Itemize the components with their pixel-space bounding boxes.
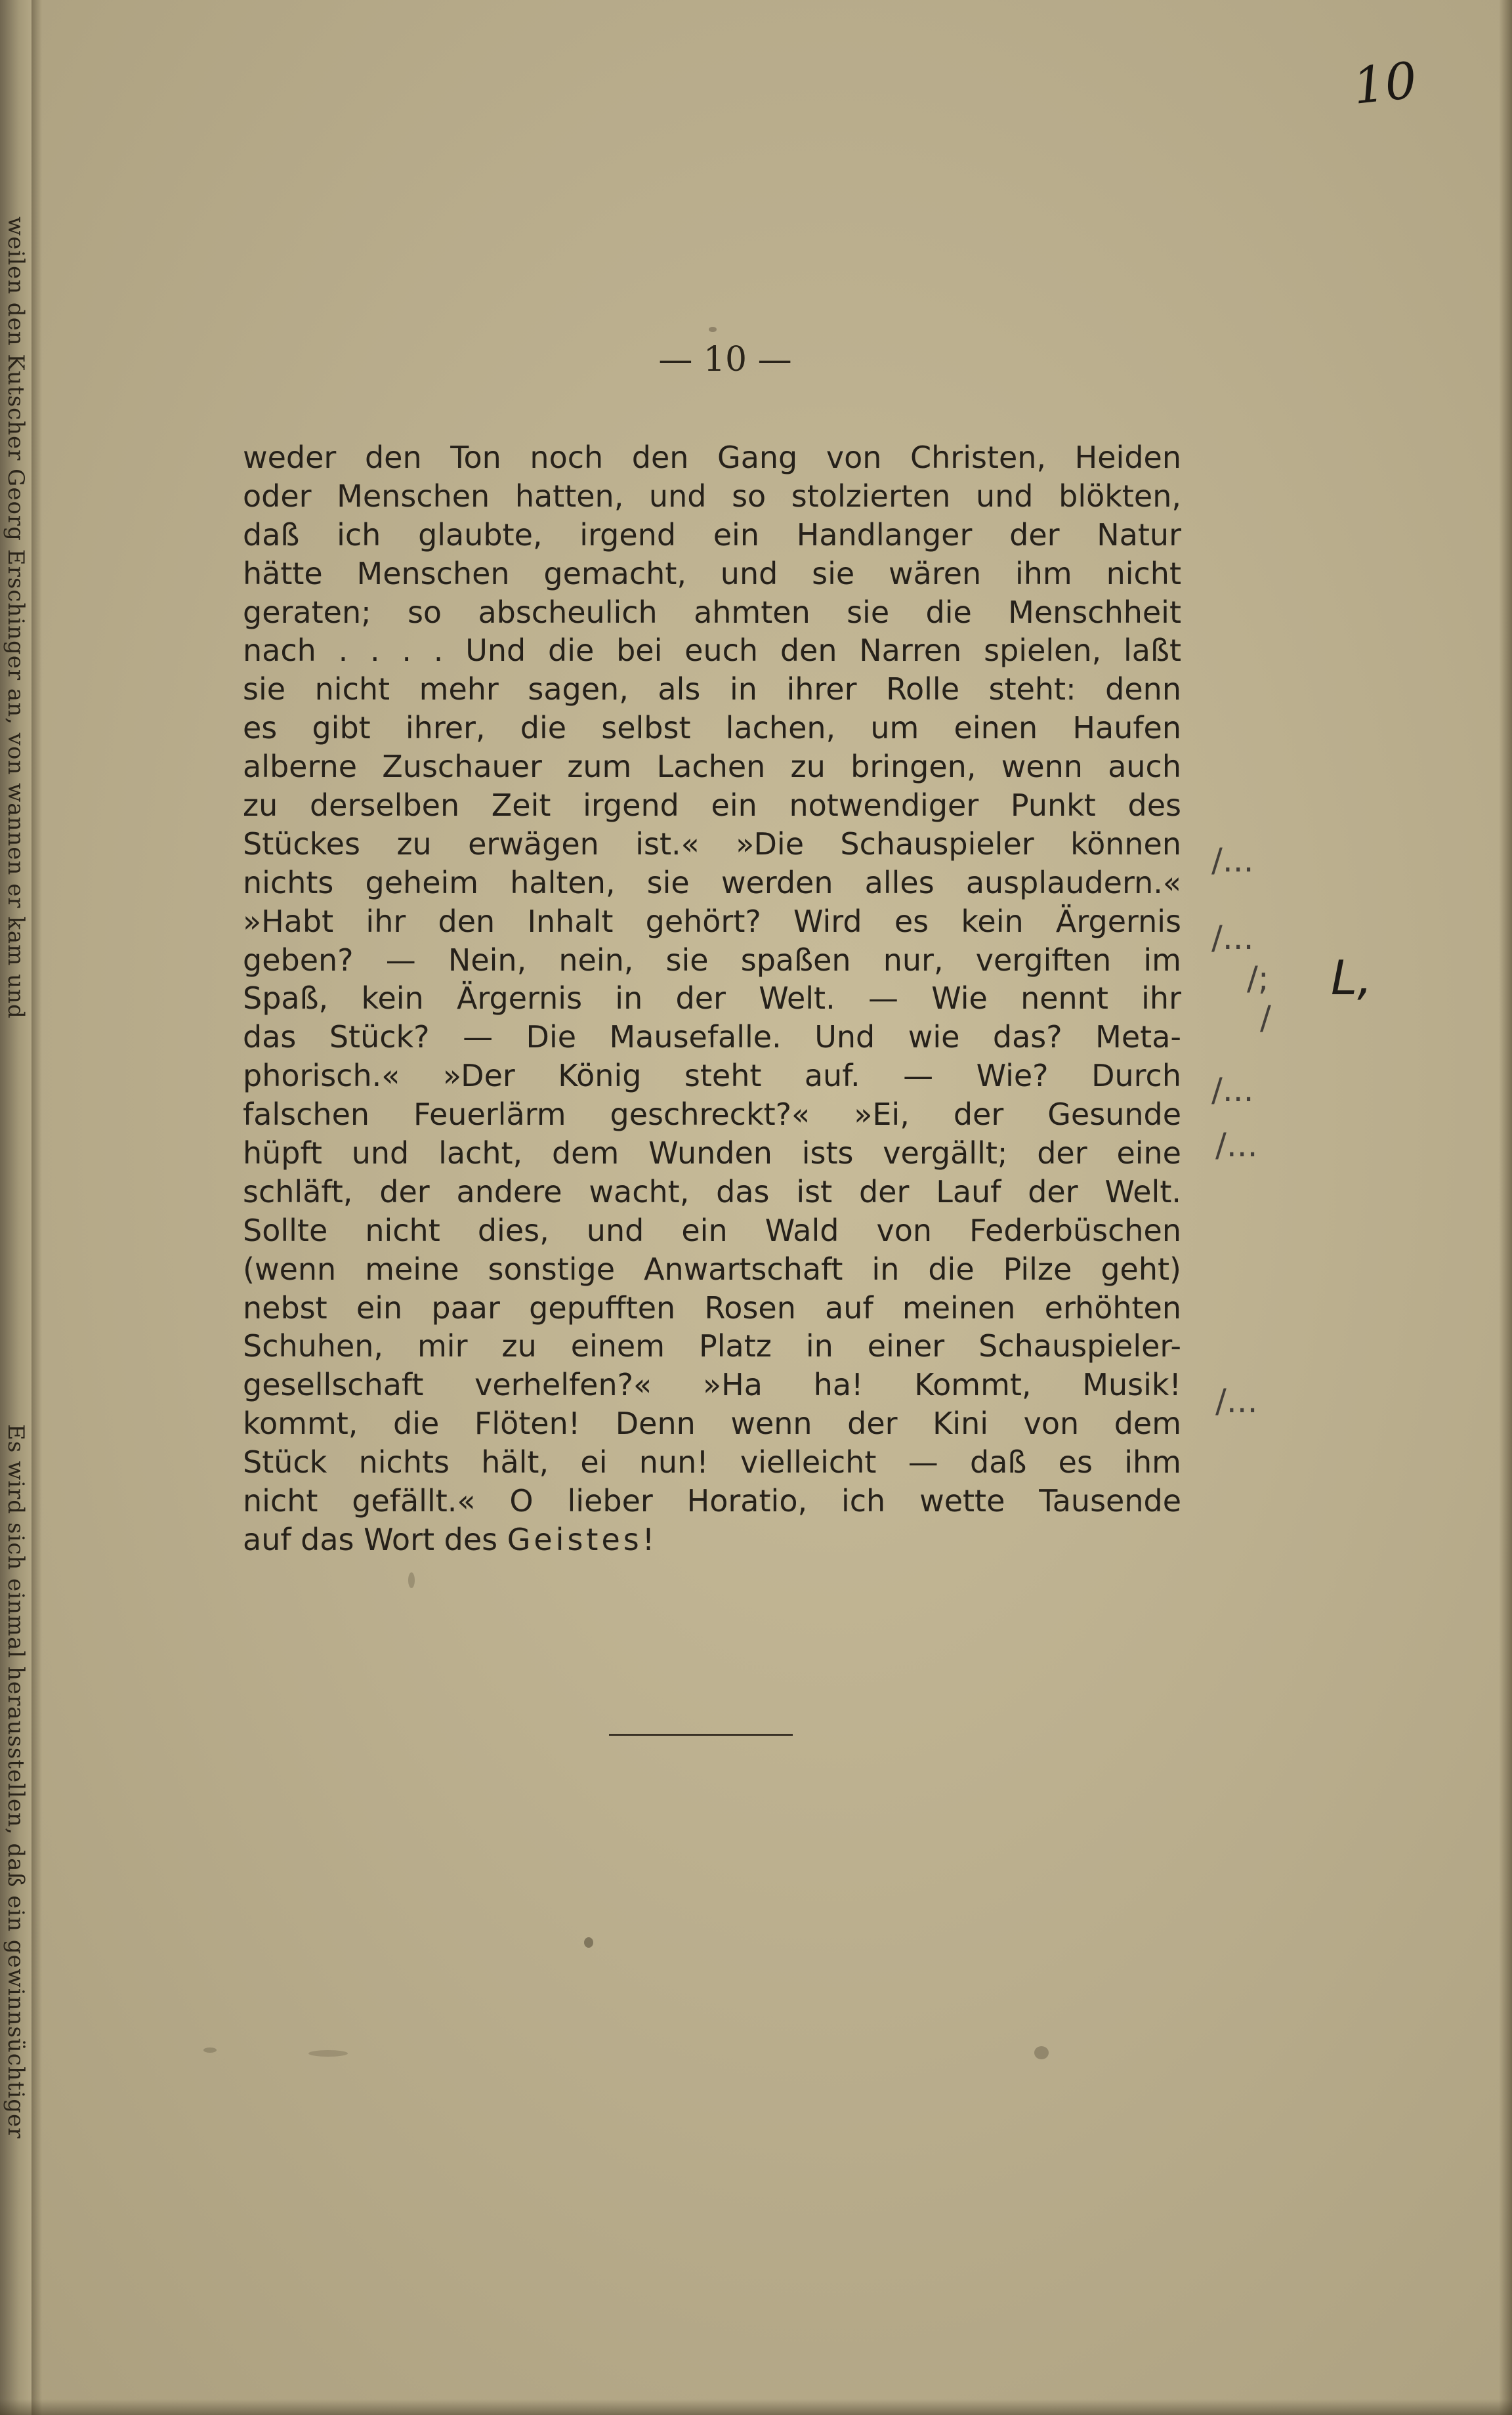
pencil-annotation: /... [1215, 1126, 1258, 1164]
text-line: hätte Menschen gemacht, und sie wären ihm nicht [243, 555, 1181, 591]
text-line: Schuhen, mir zu einem Platz in einer Schauspieler- [243, 1328, 1181, 1364]
paper-spot [709, 327, 717, 332]
text-line: geraten; so abscheulich ahmten sie die Menschheit [243, 594, 1181, 630]
text-line: sie nicht mehr sagen, als in ihrer Rolle steht: denn [243, 671, 1181, 707]
text-line: daß ich glaubte, irgend ein Handlanger der Natur [243, 516, 1181, 553]
text-line: nebst ein paar gepufften Rosen auf meinen erhöhten [243, 1290, 1181, 1326]
text-line: Spaß, kein Ärgernis in der Welt. — Wie nennt ihr [243, 980, 1181, 1017]
paper-spot [203, 2048, 217, 2053]
body-text [243, 438, 1181, 1559]
pencil-annotation: /; [1247, 959, 1269, 998]
pencil-annotation: /... [1211, 1071, 1254, 1109]
text-line: zu derselben Zeit irgend ein notwendiger Punkt des [243, 788, 1181, 824]
pencil-annotation: L, [1331, 950, 1372, 1005]
adjacent-page-margin-text [0, 217, 29, 2415]
margin-text-line: Es wird sich einmal herausstellen, daß ein gewinnsüchtiger [3, 1424, 29, 2139]
paper-spot [308, 2050, 348, 2057]
pencil-annotation: /... [1215, 1382, 1258, 1420]
text-line: phorisch.« »Der König steht auf. — Wie? Durch [243, 1058, 1181, 1094]
printed-page-number: — 10 — [658, 340, 792, 379]
text-line: hüpft und lacht, dem Wunden ists vergällt; der eine [243, 1135, 1181, 1171]
text-line-last [243, 1521, 1181, 1559]
text-line: (wenn meine sonstige Anwartschaft in die Pilze geht) [243, 1251, 1181, 1287]
text-line: nichts geheim halten, sie werden alles ausplaudern.« [243, 864, 1181, 900]
text-line: nicht gefällt.« O lieber Horatio, ich wette Tausende [243, 1483, 1181, 1519]
paper-spot [408, 1572, 415, 1588]
text-line: das Stück? — Die Mausefalle. Und wie das? Meta- [243, 1019, 1181, 1055]
text-line: oder Menschen hatten, und so stolzierten und blökten, [243, 478, 1181, 514]
text-line: weder den Ton noch den Gang von Christen, Heiden [243, 440, 1181, 475]
pencil-annotation: /... [1211, 919, 1254, 957]
page-edge-bottom [0, 2399, 1512, 2415]
paper-spot [584, 1937, 593, 1948]
spaced-word: Geistes! [507, 1521, 658, 1557]
pencil-annotation: /... [1211, 841, 1254, 879]
text-line: nach . . . . Und die bei euch den Narren spielen, laßt [243, 633, 1181, 669]
text-line: gesellschaft verhelfen?« »Ha ha! Kommt, Musik! [243, 1367, 1181, 1403]
text-line-start: auf das Wort des [243, 1521, 498, 1557]
text-line: falschen Feuerlärm geschreckt?« »Ei, der Gesunde [243, 1097, 1181, 1133]
pencil-annotation: / [1260, 999, 1271, 1037]
section-rule [609, 1734, 793, 1736]
text-line: schläft, der andere wacht, das ist der Lauf der Welt. [243, 1173, 1181, 1209]
text-line: Stückes zu erwägen ist.« »Die Schauspieler können [243, 826, 1181, 862]
text-line: alberne Zuschauer zum Lachen zu bringen, wenn auch [243, 749, 1181, 785]
text-line: geben? — Nein, nein, sie spaßen nur, vergiften im [243, 942, 1181, 978]
text-line: Sollte nicht dies, und ein Wald von Federbüschen [243, 1212, 1181, 1248]
margin-text-line: weilen den Kutscher Georg Erschinger an, von wannen er kam und [3, 217, 29, 1019]
text-line: Stück nichts hält, ei nun! vielleicht — daß es ihm [243, 1444, 1181, 1480]
text-line: »Habt ihr den Inhalt gehört? Wird es kein Ärgernis [243, 903, 1181, 939]
page-edge-right [1499, 0, 1512, 2415]
paper-spot [1034, 2046, 1049, 2059]
text-line: es gibt ihrer, die selbst lachen, um einen Haufen [243, 710, 1181, 746]
handwritten-folio-number: 10 [1350, 51, 1420, 116]
text-line: kommt, die Flöten! Denn wenn der Kini von dem [243, 1406, 1181, 1442]
